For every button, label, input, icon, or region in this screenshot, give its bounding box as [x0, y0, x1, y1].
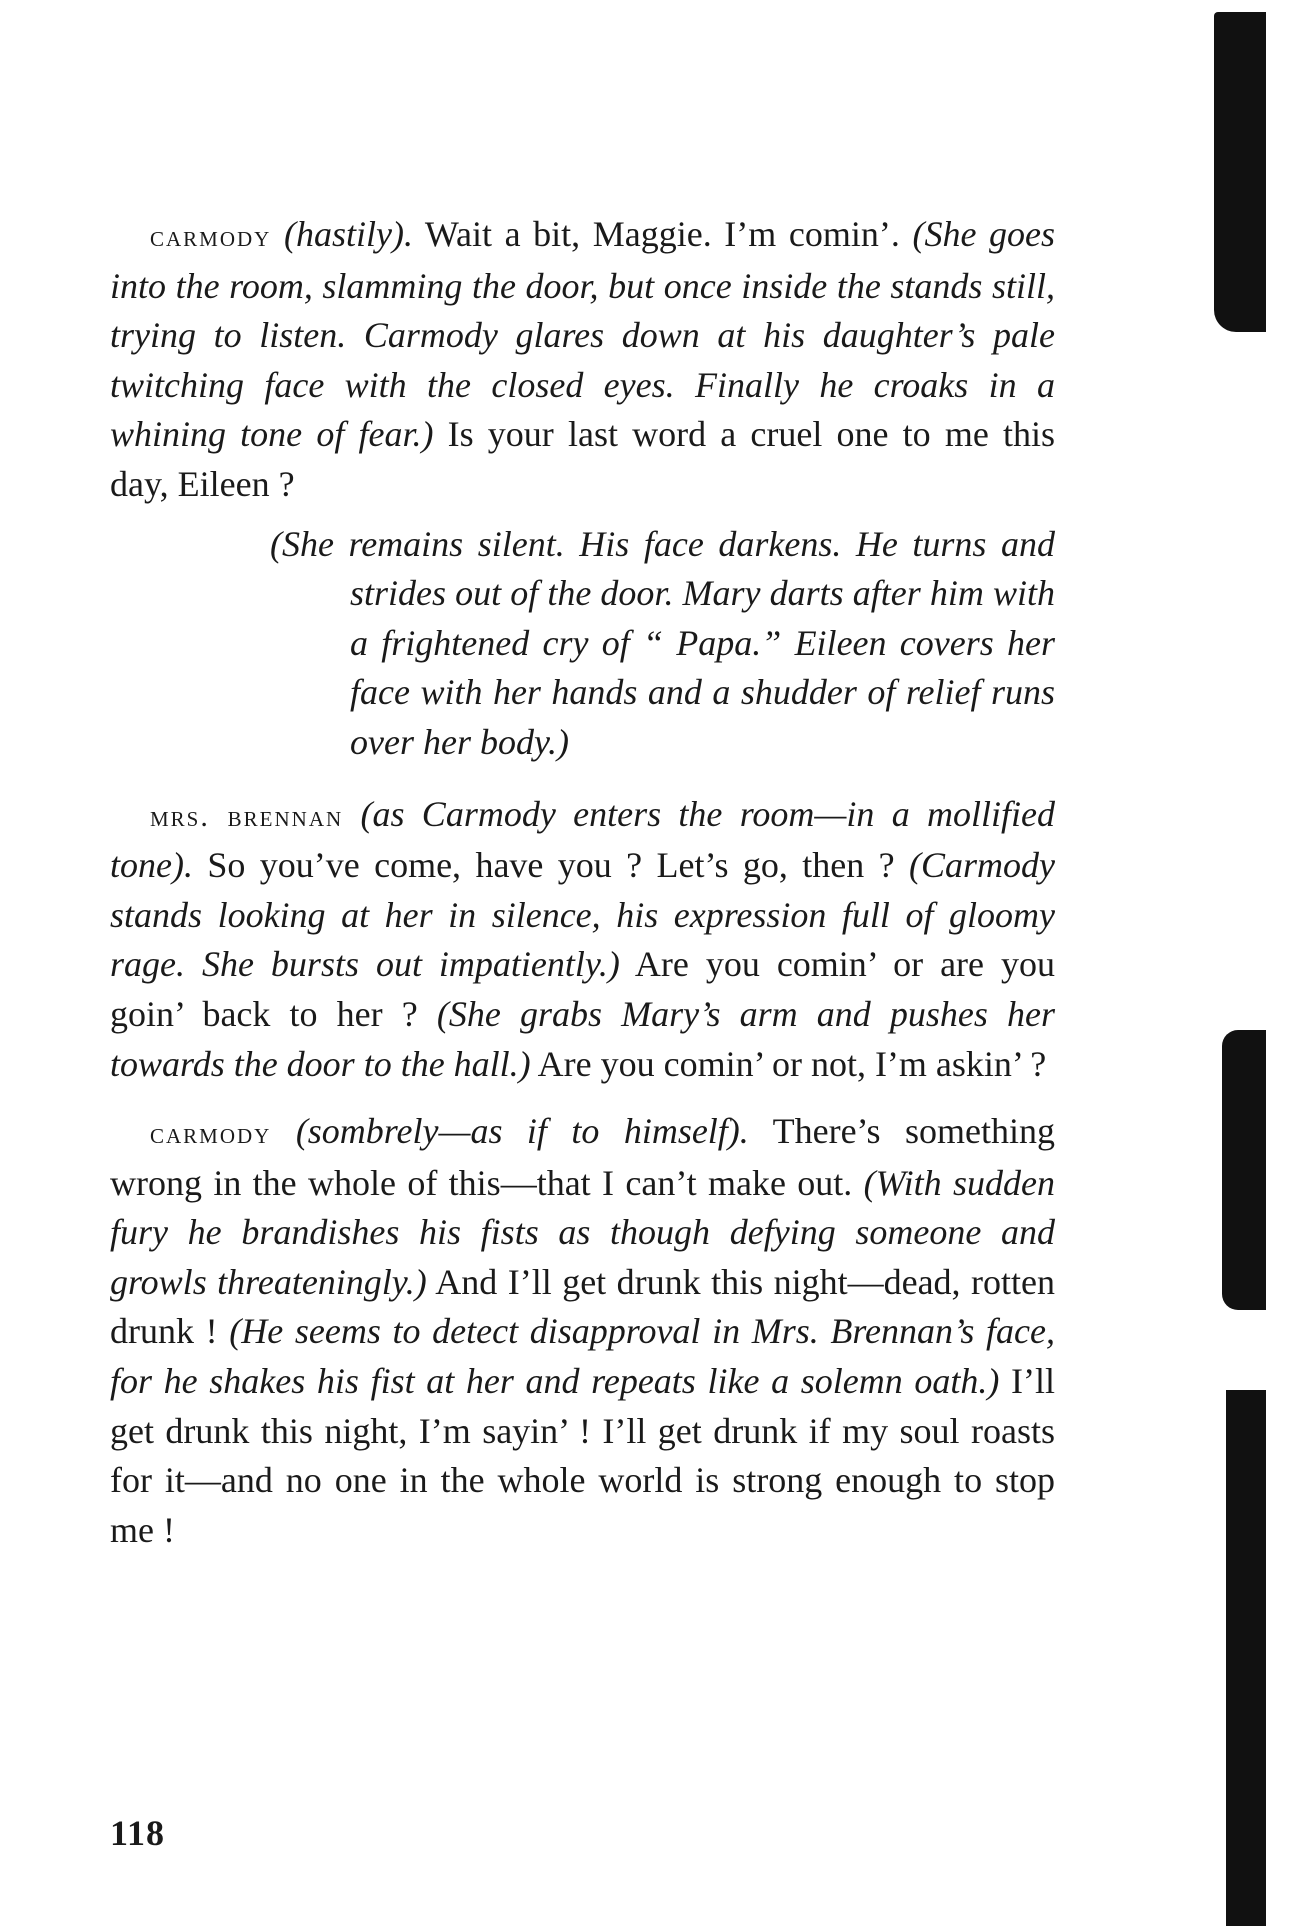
dialogue: Are you comin’ or not, I’m askin’ ? [530, 1043, 1047, 1084]
scan-edge-shadow-bottom [1226, 1390, 1266, 1926]
stage-direction-inline: (She goes into the room, slamming the door, but once inside the stands still, trying to listen. Carmody glares down at his daughter’s pale twitching face with the closed eyes. Finally he croaks in a whining tone of fear.) [110, 214, 1056, 455]
dialogue: And I’ll get drunk this night—dead, rotten drunk ! [110, 1261, 1055, 1352]
dialogue: There’s something wrong in the whole of this—that I can’t make out. [110, 1111, 1056, 1203]
speaker-name: carmody [150, 1117, 272, 1151]
stage-direction-inline: (He seems to detect disapproval in Mrs. Brennan’s face, for he shakes his fist at her and repeats like a solemn oath.) [110, 1311, 1055, 1402]
dialogue: So you’ve come, have you ? Let’s go, then ? [192, 845, 909, 886]
speech-carmody-1 [110, 210, 1055, 510]
stage-direction-inline: (With sudden fury he brandishes his fists as though defying someone and growls threateningly.) [110, 1162, 1056, 1302]
stage-direction-inline: (sombrely—as if to himself). [295, 1111, 749, 1152]
stage-direction-inline: (She grabs Mary’s arm and pushes her towards the door to the hall.) [110, 993, 1055, 1084]
speech-carmody-2 [110, 1107, 1055, 1555]
speaker-name: carmody [150, 220, 272, 253]
page-number: 118 [110, 1813, 166, 1853]
speaker-name: mrs. brennan [150, 799, 344, 833]
stage-direction-inline: (as Carmody enters the room—in a mollified tone). [110, 793, 1055, 886]
dialogue: Wait a bit, Maggie. I’m comin’. [412, 214, 913, 254]
stage-direction-inline: (hastily). [283, 214, 413, 254]
stage-direction-inline: (Carmody stands looking at her in silence, his expression full of gloomy rage. She bursts out impatiently.) [110, 845, 1055, 985]
scan-edge-shadow-top [1214, 12, 1266, 332]
stage-direction-text: (She remains silent. His face darkens. He turns and strides out of the door. Mary darts after him with a frightened cry of “ Papa.” Eileen covers her face with her hands and a shudder of relief runs over her body.) [270, 523, 1055, 762]
dialogue: Is your last word a cruel one to me this day, Eileen ? [110, 414, 1055, 504]
dialogue: Are you comin’ or are you goin’ back to her ? [110, 944, 1056, 1034]
page-text [110, 210, 1055, 1573]
scan-edge-shadow-middle [1222, 1030, 1266, 1310]
stage-direction-block [270, 520, 1055, 768]
speech-mrs-brennan [110, 790, 1055, 1090]
dialogue: I’ll get drunk this night, I’m sayin’ ! I’ll get drunk if my soul roasts for it—and no one in the whole world is strong enough to stop me ! [110, 1361, 1055, 1550]
